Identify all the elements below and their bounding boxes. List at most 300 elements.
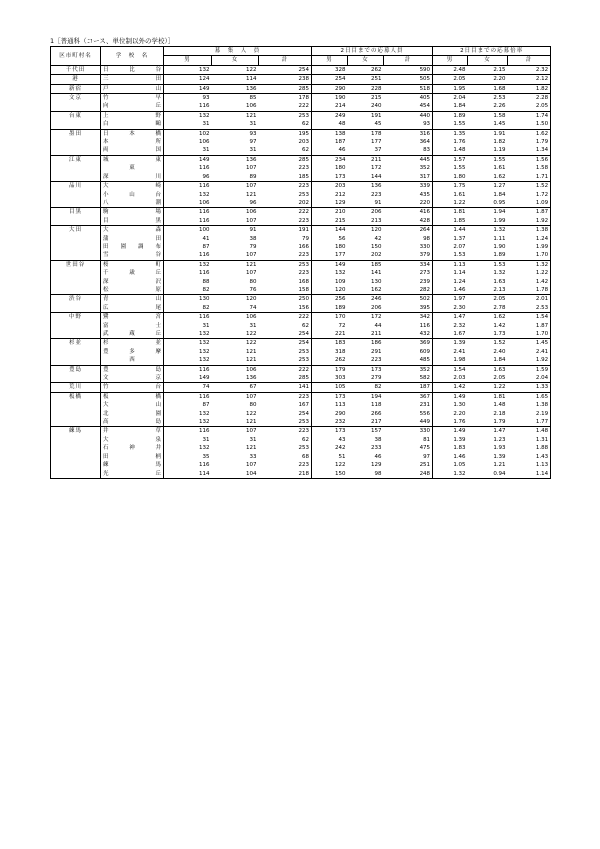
value-cell: 432	[419, 331, 431, 337]
value-cell: 172	[371, 165, 382, 172]
value-cell: 249	[312, 111, 348, 120]
school-name: 両 国	[103, 147, 161, 154]
value-cell: 105	[312, 383, 348, 392]
header-applicants: 2日目までの応募人員	[312, 47, 433, 56]
school-name: 竹 台	[103, 384, 161, 391]
value-cell: 31	[249, 322, 257, 329]
value-cell: 454	[419, 103, 431, 110]
school-cell	[101, 235, 164, 243]
value-cell: 1.81	[468, 392, 508, 401]
table-row	[51, 436, 551, 444]
value-cell: 43	[312, 436, 348, 444]
school-name: 三 田	[103, 76, 161, 83]
value-cell: 248	[384, 470, 433, 479]
value-cell: 262	[312, 356, 348, 365]
value-cell: 93	[164, 94, 212, 103]
value-cell: 2.13	[493, 286, 506, 293]
value-cell: 210	[312, 208, 348, 217]
value-cell: 132	[164, 260, 212, 269]
value-cell: 31	[202, 436, 210, 443]
value-cell: 279	[371, 375, 382, 382]
ward-cell: 練馬	[51, 427, 101, 478]
value-cell: 1.13	[508, 461, 551, 469]
school-name: 日 比 谷	[103, 66, 161, 73]
value-cell: 590	[384, 65, 433, 74]
value-cell: 173	[312, 392, 348, 401]
value-cell: 116	[199, 462, 210, 469]
school-name: 深 川	[103, 173, 161, 180]
school-name: 白 鷗	[103, 121, 161, 128]
school-cell	[101, 383, 164, 392]
value-cell: 330	[384, 427, 433, 436]
school-name: 竹 早	[103, 95, 161, 102]
value-cell: 124	[164, 75, 212, 84]
value-cell: 96	[249, 199, 257, 206]
ward-cell: 世田谷	[51, 260, 101, 295]
ward-cell: 中野	[51, 313, 101, 339]
school-name: 広 尾	[103, 304, 161, 311]
value-cell: 1.68	[468, 84, 508, 93]
value-cell: 180	[312, 164, 348, 172]
value-cell: 211	[371, 331, 382, 337]
value-cell: 107	[212, 427, 259, 436]
value-cell: 132	[164, 339, 212, 348]
value-cell: 1.75	[433, 182, 468, 191]
value-cell: 1.98	[433, 356, 468, 365]
value-cell: 102	[164, 129, 212, 138]
value-cell: 223	[298, 252, 310, 259]
table-row	[51, 470, 551, 479]
value-cell: 138	[312, 129, 348, 138]
value-cell: 328	[312, 65, 348, 74]
value-cell: 251	[348, 75, 384, 84]
value-cell: 2.53	[508, 304, 551, 313]
value-cell: 141	[371, 270, 382, 277]
school-cell	[101, 365, 164, 374]
value-cell: 2.05	[468, 295, 508, 304]
value-cell: 116	[199, 270, 210, 277]
value-cell: 1.62	[468, 313, 508, 322]
value-cell: 1.76	[433, 138, 468, 146]
value-cell: 62	[302, 147, 310, 154]
school-cell	[101, 295, 164, 304]
value-cell: 1.92	[508, 217, 551, 226]
school-cell	[101, 461, 164, 469]
school-cell	[101, 269, 164, 277]
ward-cell: 大田	[51, 226, 101, 261]
value-cell: 1.49	[433, 392, 468, 401]
value-cell: 1.89	[433, 111, 468, 120]
table-row	[51, 217, 551, 226]
table-row	[51, 339, 551, 348]
ward-cell: 板橋	[51, 392, 101, 427]
value-cell: 1.22	[508, 269, 551, 277]
value-cell: 290	[312, 410, 348, 418]
value-cell: 136	[212, 155, 259, 164]
value-cell: 202	[371, 252, 382, 259]
value-cell: 1.59	[508, 365, 551, 374]
ward-cell: 千代田	[51, 65, 101, 74]
table-row	[51, 392, 551, 401]
school-name: 日 本 橋	[103, 130, 161, 137]
value-cell: 116	[164, 208, 212, 217]
value-cell: 87	[202, 243, 210, 250]
value-cell: 1.82	[508, 84, 551, 93]
school-name: 駒 場	[103, 209, 161, 216]
value-cell: 213	[371, 217, 382, 224]
value-cell: 262	[348, 65, 384, 74]
school-name: 東	[129, 165, 135, 172]
value-cell: 2.05	[508, 102, 551, 111]
value-cell: 122	[312, 461, 348, 469]
value-cell: 91	[212, 226, 259, 235]
value-cell: 1.52	[468, 339, 508, 348]
value-cell: 113	[312, 401, 348, 409]
value-cell: 1.42	[493, 322, 506, 329]
value-cell: 31	[202, 322, 210, 329]
value-cell: 31	[249, 121, 257, 128]
value-cell: 144	[371, 173, 382, 180]
value-cell: 1.09	[508, 199, 551, 208]
school-cell	[101, 436, 164, 444]
value-cell: 223	[259, 427, 312, 436]
value-cell: 1.24	[508, 235, 551, 243]
ward-cell: 品川	[51, 182, 101, 208]
header-total: 計	[259, 56, 312, 65]
value-cell: 2.20	[468, 75, 508, 84]
value-cell: 1.50	[508, 120, 551, 129]
value-cell: 129	[371, 462, 382, 469]
value-cell: 48	[312, 120, 348, 129]
value-cell: 1.39	[433, 339, 468, 348]
value-cell: 1.37	[433, 235, 468, 243]
value-cell: 141	[259, 383, 312, 392]
value-cell: 1.21	[493, 462, 506, 469]
value-cell: 254	[259, 339, 312, 348]
school-cell	[101, 418, 164, 427]
value-cell: 116	[199, 252, 210, 259]
value-cell: 233	[371, 445, 382, 452]
value-cell: 352	[384, 365, 433, 374]
value-cell: 149	[312, 260, 348, 269]
value-cell: 121	[246, 357, 257, 364]
school-name: 杉 並	[103, 340, 161, 347]
value-cell: 1.62	[493, 173, 506, 180]
school-name: 田 園 調 布	[103, 243, 161, 250]
value-cell: 0.94	[468, 470, 508, 479]
value-cell: 251	[419, 462, 431, 469]
value-cell: 33	[249, 453, 257, 460]
value-cell: 1.48	[508, 427, 551, 436]
value-cell: 1.46	[433, 286, 468, 295]
value-cell: 122	[212, 339, 259, 348]
value-cell: 416	[384, 208, 433, 217]
value-cell: 107	[246, 462, 257, 469]
school-cell	[101, 138, 164, 146]
school-cell	[101, 164, 164, 172]
value-cell: 1.57	[433, 155, 468, 164]
school-name: 小 山 台	[103, 191, 161, 198]
value-cell: 132	[199, 419, 210, 426]
value-cell: 1.24	[433, 278, 468, 286]
table-row	[51, 295, 551, 304]
value-cell: 173	[312, 427, 348, 436]
value-cell: 2.12	[508, 75, 551, 84]
value-cell: 106	[199, 139, 210, 146]
value-cell: 1.63	[493, 278, 506, 285]
value-cell: 185	[298, 173, 310, 180]
value-cell: 1.33	[508, 383, 551, 392]
header-total: 計	[508, 56, 551, 65]
school-name: 練 馬	[103, 462, 161, 469]
school-cell	[101, 392, 164, 401]
value-cell: 130	[164, 295, 212, 304]
value-cell: 253	[259, 260, 312, 269]
school-name: 田 柄	[103, 453, 161, 460]
value-cell: 445	[384, 155, 433, 164]
value-cell: 223	[298, 217, 310, 224]
value-cell: 106	[212, 365, 259, 374]
value-cell: 1.44	[433, 226, 468, 235]
value-cell: 106	[212, 208, 259, 217]
school-cell	[101, 444, 164, 452]
value-cell: 2.04	[433, 94, 468, 103]
value-cell: 1.84	[433, 102, 468, 111]
table-row	[51, 348, 551, 356]
value-cell: 107	[246, 252, 257, 259]
value-cell: 1.47	[468, 427, 508, 436]
value-cell: 1.84	[493, 191, 506, 198]
value-cell: 234	[312, 155, 348, 164]
ward-cell: 渋谷	[51, 295, 101, 313]
value-cell: 2.18	[493, 410, 506, 417]
table-row	[51, 191, 551, 199]
value-cell: 121	[246, 419, 257, 426]
value-cell: 1.54	[433, 365, 468, 374]
table-row	[51, 155, 551, 164]
value-cell: 170	[312, 313, 348, 322]
school-name: 蒲 田	[103, 235, 161, 242]
value-cell: 132	[199, 331, 210, 337]
school-cell	[101, 120, 164, 129]
table-row	[51, 138, 551, 146]
ward-cell: 台東	[51, 111, 101, 129]
value-cell: 178	[259, 94, 312, 103]
value-cell: 1.22	[433, 199, 468, 208]
value-cell: 2.19	[508, 410, 551, 418]
value-cell: 223	[259, 392, 312, 401]
school-cell	[101, 65, 164, 74]
table-row	[51, 410, 551, 418]
value-cell: 106	[199, 199, 210, 206]
value-cell: 74	[164, 383, 212, 392]
value-cell: 1.31	[508, 436, 551, 444]
school-name: 豊 島	[103, 366, 161, 373]
school-cell	[101, 453, 164, 461]
value-cell: 1.70	[508, 251, 551, 260]
table-row	[51, 383, 551, 392]
value-cell: 1.47	[433, 313, 468, 322]
value-cell: 318	[312, 348, 348, 356]
value-cell: 62	[302, 121, 310, 128]
value-cell: 42	[374, 235, 382, 242]
school-cell	[101, 191, 164, 199]
table-row	[51, 286, 551, 295]
value-cell: 1.54	[508, 313, 551, 322]
value-cell: 104	[212, 470, 259, 479]
value-cell: 1.38	[508, 401, 551, 409]
value-cell: 253	[259, 111, 312, 120]
value-cell: 218	[259, 470, 312, 479]
value-cell: 231	[419, 402, 431, 409]
value-cell: 290	[312, 84, 348, 93]
school-cell	[101, 374, 164, 383]
value-cell: 132	[199, 410, 210, 417]
value-cell: 1.55	[433, 120, 468, 129]
header-female: 女	[468, 56, 508, 65]
value-cell: 223	[298, 165, 310, 172]
value-cell: 116	[199, 103, 210, 110]
school-name: 北 園	[103, 410, 161, 417]
school-name: 豊 多 摩	[103, 348, 161, 355]
value-cell: 46	[312, 146, 348, 155]
value-cell: 1.97	[433, 295, 468, 304]
value-cell: 167	[298, 402, 310, 409]
value-cell: 195	[259, 129, 312, 138]
value-cell: 254	[298, 410, 310, 417]
value-cell: 1.85	[433, 217, 468, 226]
value-cell: 80	[249, 278, 257, 285]
value-cell: 1.23	[493, 436, 506, 443]
table-row	[51, 243, 551, 251]
value-cell: 1.92	[508, 356, 551, 365]
value-cell: 120	[348, 226, 384, 235]
value-cell: 129	[312, 199, 348, 208]
value-cell: 1.27	[468, 182, 508, 191]
value-cell: 114	[164, 470, 212, 479]
school-name: 雪 谷	[103, 252, 161, 259]
header-ratio: 2日目までの応募倍率	[433, 47, 551, 56]
value-cell: 116	[199, 217, 210, 224]
value-cell: 136	[348, 182, 384, 191]
value-cell: 1.90	[493, 243, 506, 250]
value-cell: 1.95	[433, 84, 468, 93]
value-cell: 240	[371, 103, 382, 110]
value-cell: 1.43	[508, 453, 551, 461]
value-cell: 31	[202, 147, 210, 154]
value-cell: 232	[312, 418, 348, 427]
table-row	[51, 164, 551, 172]
value-cell: 1.82	[493, 139, 506, 146]
value-cell: 98	[348, 470, 384, 479]
school-name: 上 野	[103, 112, 161, 119]
ward-cell: 豊島	[51, 365, 101, 383]
value-cell: 2.30	[433, 304, 468, 313]
value-cell: 2.78	[493, 304, 506, 311]
value-cell: 215	[348, 94, 384, 103]
value-cell: 2.48	[433, 65, 468, 74]
value-cell: 187	[312, 138, 348, 146]
value-cell: 1.32	[508, 260, 551, 269]
value-cell: 149	[164, 84, 212, 93]
school-cell	[101, 304, 164, 313]
value-cell: 1.34	[508, 146, 551, 155]
value-cell: 185	[348, 260, 384, 269]
value-cell: 2.41	[508, 348, 551, 356]
value-cell: 191	[259, 226, 312, 235]
value-cell: 291	[371, 348, 382, 355]
ward-cell: 新宿	[51, 84, 101, 93]
value-cell: 2.26	[493, 103, 506, 110]
value-cell: 183	[312, 339, 348, 348]
school-name: 八 潮	[103, 199, 161, 206]
ward-cell: 目黒	[51, 208, 101, 226]
value-cell: 116	[199, 165, 210, 172]
value-cell: 222	[259, 365, 312, 374]
value-cell: 2.40	[493, 348, 506, 355]
value-cell: 149	[164, 155, 212, 164]
value-cell: 254	[312, 75, 348, 84]
value-cell: 405	[384, 94, 433, 103]
value-cell: 215	[312, 217, 348, 226]
school-cell	[101, 470, 164, 479]
value-cell: 2.53	[468, 94, 508, 103]
value-cell: 317	[419, 173, 431, 180]
value-cell: 67	[212, 383, 259, 392]
value-cell: 1.53	[468, 260, 508, 269]
value-cell: 116	[419, 322, 431, 329]
school-name: 大 森	[103, 227, 161, 234]
value-cell: 1.78	[508, 286, 551, 295]
value-cell: 177	[371, 139, 382, 146]
header-recruitment: 募 集 人 員	[164, 47, 312, 56]
value-cell: 364	[419, 139, 431, 146]
enrollment-table	[50, 46, 551, 479]
value-cell: 221	[312, 330, 348, 339]
school-cell	[101, 330, 164, 339]
school-cell	[101, 155, 164, 164]
value-cell: 96	[202, 173, 210, 180]
value-cell: 168	[298, 278, 310, 285]
school-name: 武 蔵 丘	[103, 331, 161, 337]
value-cell: 1.35	[433, 129, 468, 138]
value-cell: 149	[199, 375, 210, 382]
value-cell: 109	[312, 278, 348, 286]
value-cell: 132	[199, 445, 210, 452]
school-name: 井 草	[103, 428, 161, 435]
school-name: 深 沢	[103, 278, 161, 285]
value-cell: 1.19	[493, 147, 506, 154]
school-name: 高 島	[103, 419, 161, 426]
value-cell: 2.07	[433, 243, 468, 251]
value-cell: 1.56	[508, 155, 551, 164]
table-row	[51, 251, 551, 260]
table-row	[51, 356, 551, 365]
value-cell: 217	[371, 419, 382, 426]
header-female: 女	[348, 56, 384, 65]
school-cell	[101, 251, 164, 260]
value-cell: 44	[374, 322, 382, 329]
value-cell: 1.55	[433, 164, 468, 172]
value-cell: 178	[348, 129, 384, 138]
value-cell: 203	[312, 182, 348, 191]
table-row	[51, 427, 551, 436]
value-cell: 35	[202, 453, 210, 460]
value-cell: 120	[312, 286, 348, 295]
table-row	[51, 94, 551, 103]
value-cell: 51	[312, 453, 348, 461]
value-cell: 132	[199, 348, 210, 355]
